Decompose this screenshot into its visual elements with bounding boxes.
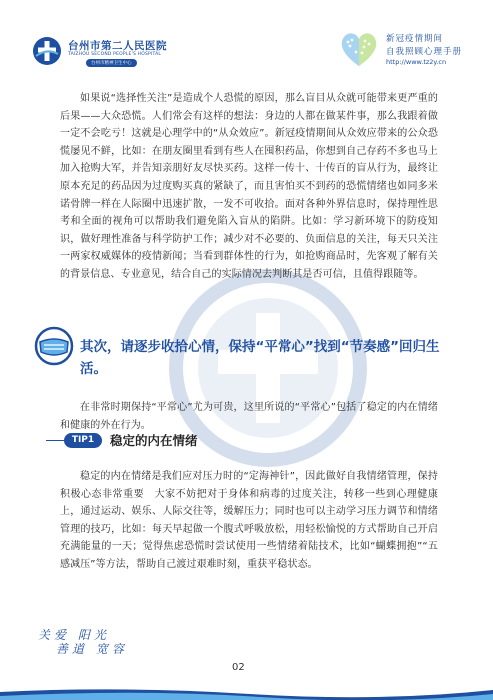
footer-wave [0, 686, 493, 700]
manual-title-line1: 新冠疫情期间 [386, 34, 444, 44]
calm-mind-paragraph: 在非常时期保持“平常心”尤为可贵，这里所说的“平常心”包括了稳定的内在情绪和健康的外在行为。 [60, 402, 438, 431]
page-number: 02 [232, 662, 245, 673]
slogan [38, 628, 158, 656]
hospital-name-en: TAIZHOU SECOND PEOPLE'S HOSPITAL [68, 52, 162, 57]
slogan-line2: 善道 宽容 [56, 642, 128, 656]
page-header [0, 0, 493, 80]
section-heading: 其次，请逐步收拾心情，保持“平常心”找到“节奏感”回归生活。 [80, 339, 440, 377]
hospital-logo-icon [32, 36, 62, 66]
hospital-name: 台州市第二人民医院 [68, 40, 167, 52]
tip-title: 稳定的内在情绪 [110, 433, 198, 448]
face-mask-icon [34, 326, 74, 366]
heart-logo-icon [338, 30, 380, 68]
manual-title-line2: 自我照顾心理手册 [386, 47, 463, 57]
hospital-tag: 台州市精神卫生中心 [86, 59, 137, 67]
slogan-line1: 关爱 阳光 [38, 628, 110, 642]
manual-url[interactable]: http://www.tz2y.cn [386, 58, 447, 66]
intro-paragraph: 如果说“选择性关注”是造成个人恐慌的原因，那么盲目从众就可能带来更严重的后果——大众恐慌。人们常会有这样的想法：身边的人都在做某件事，那么我跟着做一定不会吃亏！这就是心理学中的“从众效应”。新冠疫情期间从众效应带来的公众恐慌屡见不鲜，比如：在朋友圈里看到有些人在囤积药品，你想到自己存药不多也马上加入抢购大军，并告知亲朋好友尽快买药。这样一传十、十传百的盲从行为，最终让原本充足的药品因为过度购买真的紧缺了，而且害怕买不到药的恐慌情绪也如同多米诺骨牌一样在人际圈中迅速扩散，一发不可收拾。面对各种外界信息时，保持理性思考和全面的视角可以帮助我们避免陷入盲从的陷阱。比如：学习新环境下的防疫知识，做好理性准备与科学防护工作；减少对不必要的、负面信息的关注，每天只关注一两家权威媒体的疫情新闻；当看到群体性的行为，如抢购商品时，先客观了解有关的背景信息、专业意见，结合自己的实际情况去判断其是否可信，且值得跟随等。 [60, 93, 438, 280]
tip-paragraph: 稳定的内在情绪是我们应对压力时的“定海神针”，因此做好自我情绪管理，保持积极心态非常重要 大家不妨把对于身体和病毒的过度关注，转移一些到心理健康上，通过运动、娱乐、人际交往等，缓解压力；同时也可以主动学习压力调节和情绪管理的技巧，比如：每天早起做一个腹式呼吸放松，用轻松愉悦的方式帮助自己开启充满能量的一天；觉得焦虑恐慌时尝试使用一些情绪着陆技术，比如“蝴蝶拥抱”“五感减压”等方法，帮助自己渡过艰难时刻，重获平稳状态。 [60, 471, 438, 570]
tip-divider [46, 440, 64, 441]
tip-badge: TIP1 [64, 433, 102, 448]
